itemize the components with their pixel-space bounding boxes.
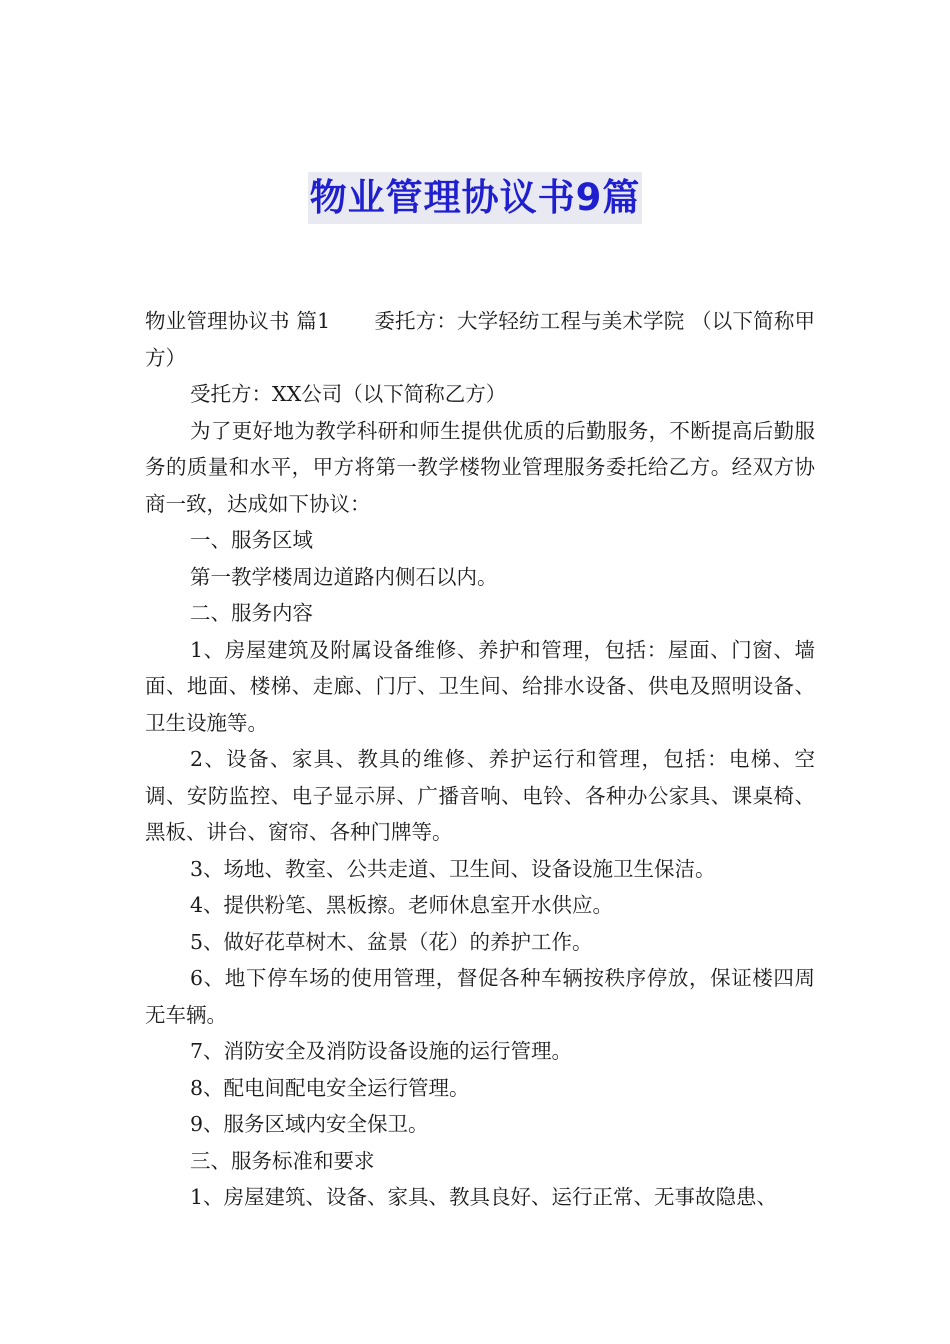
list-item: 7、消防安全及消防设备设施的运行管理。 bbox=[190, 1039, 573, 1063]
list-item: 1、房屋建筑、设备、家具、教具良好、运行正常、无事故隐患、 bbox=[190, 1185, 778, 1209]
document-title: 物业管理协议书9篇 bbox=[308, 172, 643, 224]
title-container bbox=[0, 172, 950, 224]
entrusting-party: 委托方：大学轻纺工程与美术学院 （以下简称甲方） bbox=[145, 309, 816, 370]
list-item: 6、地下停车场的使用管理，督促各种车辆按秩序停放，保证楼四周无车辆。 bbox=[145, 966, 815, 1027]
paragraph: 受托方：XX公司（以下简称乙方） bbox=[190, 382, 507, 406]
section-heading: 三、服务标准和要求 bbox=[190, 1148, 375, 1173]
list-item: 8、配电间配电安全运行管理。 bbox=[190, 1075, 470, 1100]
list-item: 2、设备、家具、教具的维修、养护运行和管理，包括：电梯、空调、安防监控、电子显示屏、广播音响、电铃、各种办公家具、课桌椅、黑板、讲台、窗帘、各种门牌等。 bbox=[145, 747, 815, 844]
paragraph: 为了更好地为教学科研和师生提供优质的后勤服务，不断提高后勤服务的质量和水平，甲方将第一教学楼物业管理服务委托给乙方。经双方协商一致，达成如下协议： bbox=[145, 418, 815, 516]
list-item: 5、做好花草树木、盆景（花）的养护工作。 bbox=[190, 929, 593, 954]
section-heading: 二、服务内容 bbox=[190, 601, 313, 625]
section-heading: 物业管理协议书 篇1 bbox=[145, 309, 331, 333]
list-item: 9、服务区域内安全保卫。 bbox=[190, 1112, 429, 1136]
list-item: 3、场地、教室、公共走道、卫生间、设备设施卫生保洁。 bbox=[190, 856, 716, 881]
document-body bbox=[145, 303, 815, 1216]
intro-paragraph bbox=[145, 303, 815, 376]
list-item: 4、提供粉笔、黑板擦。老师休息室开水供应。 bbox=[190, 893, 614, 917]
list-item: 1、房屋建筑及附属设备维修、养护和管理，包括：屋面、门窗、墙面、地面、楼梯、走廊、门厅、卫生间、给排水设备、供电及照明设备、卫生设施等。 bbox=[145, 637, 815, 735]
paragraph: 第一教学楼周边道路内侧石以内。 bbox=[190, 564, 498, 589]
section-heading: 一、服务区域 bbox=[190, 528, 313, 552]
